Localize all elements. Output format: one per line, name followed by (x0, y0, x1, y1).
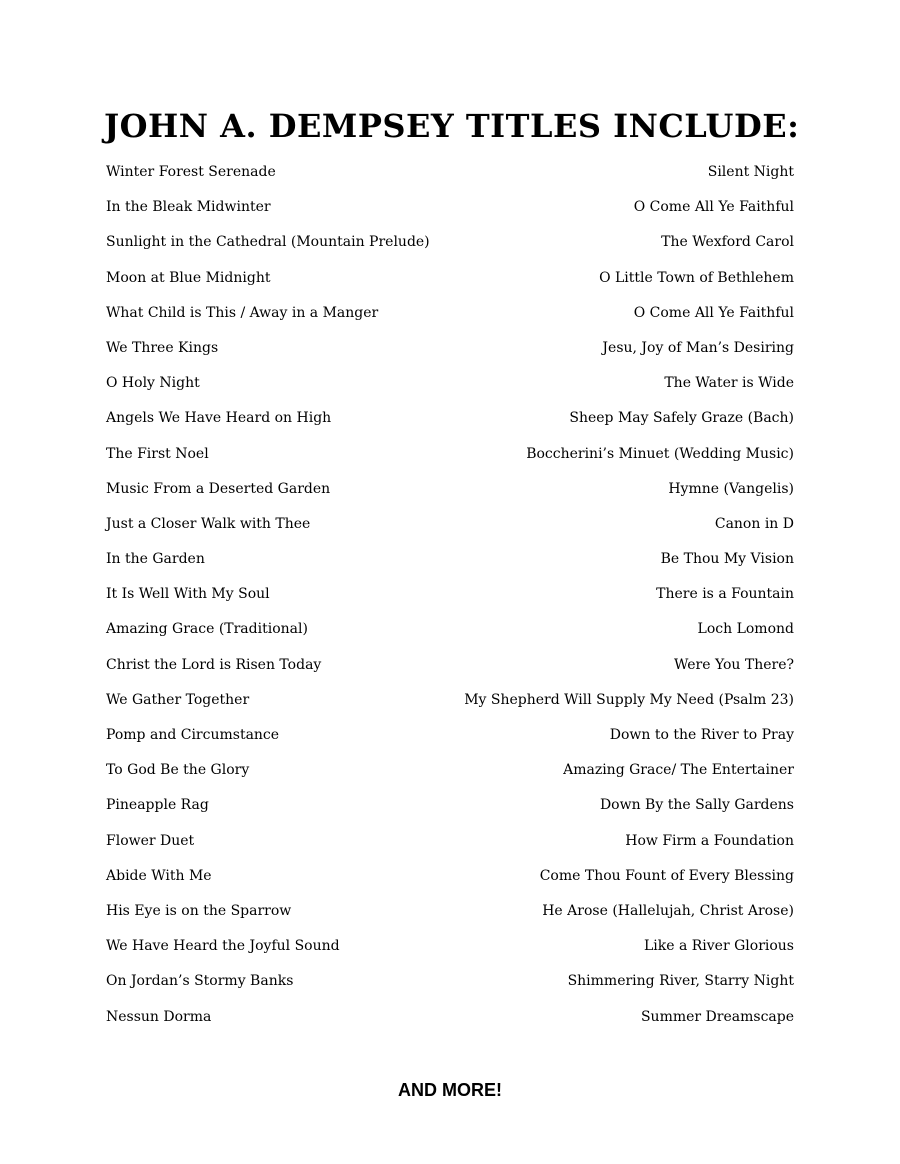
title-row (106, 683, 794, 718)
title-right: O Come All Ye Faithful (633, 199, 794, 216)
title-left: In the Bleak Midwinter (106, 199, 271, 216)
title-right: The Water is Wide (664, 375, 794, 392)
title-row (106, 366, 794, 401)
title-left: What Child is This / Away in a Manger (106, 304, 379, 321)
titles-list (106, 155, 794, 1035)
title-right: Summer Dreamscape (640, 1008, 794, 1025)
title-row (106, 401, 794, 436)
title-left: Sunlight in the Cathedral (Mountain Prelude) (106, 234, 430, 251)
title-left: Just a Closer Walk with Thee (106, 515, 311, 532)
title-row (106, 824, 794, 859)
title-row (106, 155, 794, 190)
title-left: His Eye is on the Sparrow (106, 902, 292, 919)
title-left: To God Be the Glory (106, 762, 250, 779)
title-row (106, 577, 794, 612)
title-left: Moon at Blue Midnight (106, 269, 271, 286)
title-right: Hymne (Vangelis) (668, 480, 794, 497)
title-left: Nessun Dorma (106, 1008, 212, 1025)
title-right: Silent Night (707, 164, 794, 180)
title-right: The Wexford Carol (661, 234, 794, 251)
title-left: The First Noel (106, 445, 209, 462)
title-right: Down to the River to Pray (609, 727, 794, 743)
title-right: Canon in D (714, 515, 794, 532)
title-left: Christ the Lord is Risen Today (106, 656, 322, 673)
title-left: In the Garden (106, 551, 205, 568)
title-row (106, 753, 794, 788)
title-left: We Three Kings (106, 339, 219, 356)
title-left: It Is Well With My Soul (106, 586, 270, 603)
title-row (106, 261, 794, 296)
title-right: How Firm a Foundation (625, 832, 794, 849)
title-right: Were You There? (673, 656, 794, 673)
title-right: Come Thou Fount of Every Blessing (539, 867, 794, 884)
title-row (106, 718, 794, 753)
title-row (106, 331, 794, 366)
title-left: Flower Duet (106, 832, 195, 849)
title-left: Pineapple Rag (106, 797, 209, 814)
title-right: Jesu, Joy of Man’s Desiring (602, 339, 794, 356)
title-right: My Shepherd Will Supply My Need (Psalm 23) (464, 691, 794, 708)
title-left: Winter Forest Serenade (106, 164, 276, 180)
and-more-note: AND MORE! (398, 1080, 502, 1100)
title-row (106, 859, 794, 894)
title-left: We Have Heard the Joyful Sound (106, 938, 340, 955)
title-right: O Little Town of Bethlehem (599, 269, 794, 286)
title-right: O Come All Ye Faithful (633, 304, 794, 321)
title-right: He Arose (Hallelujah, Christ Arose) (542, 902, 794, 919)
page-title: JOHN A. DEMPSEY TITLES INCLUDE: (104, 107, 800, 145)
title-row (106, 929, 794, 964)
title-right: Like a River Glorious (643, 938, 794, 955)
title-right: There is a Fountain (656, 586, 794, 603)
title-left: O Holy Night (106, 375, 200, 392)
title-right: Be Thou My Vision (660, 551, 794, 568)
title-row (106, 507, 794, 542)
title-row (106, 542, 794, 577)
title-row (106, 964, 794, 999)
title-right: Boccherini’s Minuet (Wedding Music) (526, 445, 794, 462)
title-right: Amazing Grace/ The Entertainer (563, 762, 794, 779)
title-row (106, 296, 794, 331)
title-left: Music From a Deserted Garden (106, 480, 331, 497)
title-row (106, 894, 794, 929)
title-left: Abide With Me (106, 867, 212, 884)
title-row (106, 437, 794, 472)
title-left: Angels We Have Heard on High (106, 410, 332, 427)
title-row (106, 612, 794, 647)
title-row (106, 472, 794, 507)
title-left: We Gather Together (106, 691, 250, 708)
title-left: On Jordan’s Stormy Banks (106, 973, 294, 990)
title-right: Loch Lomond (697, 621, 794, 638)
title-row (106, 225, 794, 260)
title-left: Amazing Grace (Traditional) (106, 621, 308, 638)
title-row (106, 788, 794, 823)
title-right: Sheep May Safely Graze (Bach) (569, 410, 794, 427)
title-row (106, 1000, 794, 1035)
title-row (106, 648, 794, 683)
title-left: Pomp and Circumstance (106, 727, 280, 743)
title-row (106, 190, 794, 225)
title-right: Down By the Sally Gardens (599, 797, 794, 814)
title-right: Shimmering River, Starry Night (567, 973, 794, 990)
